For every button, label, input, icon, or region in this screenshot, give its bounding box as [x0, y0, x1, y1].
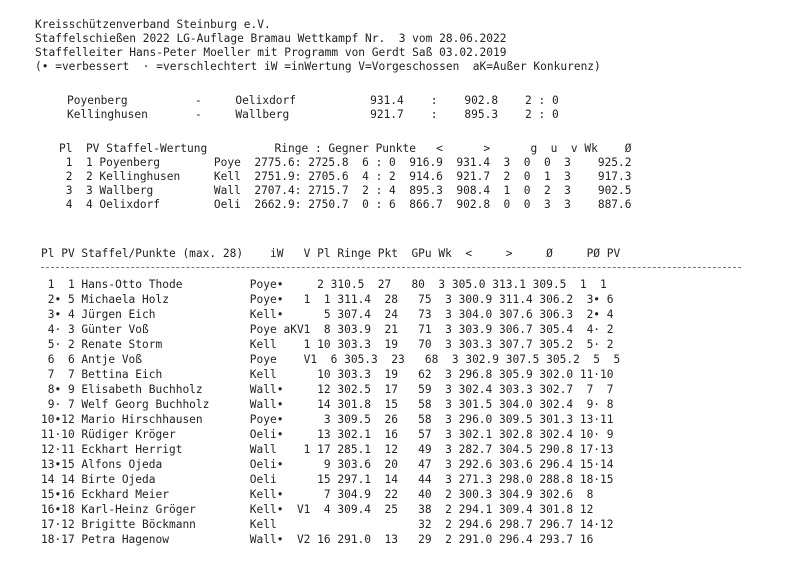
shooter-row: 8• 9 Elisabeth Buchholz Wall• 12 302.5 17 59 3 302.4 303.3 302.7 7 7: [41, 383, 614, 396]
shooter-table-header: Pl PV Staffel/Punkte (max. 28) iW V Pl Ringe Pkt GPu Wk < > Ø PØ PV: [41, 247, 621, 260]
match-results: [67, 94, 559, 122]
header-line: Kreisschützenverband Steinburg e.V.: [35, 18, 271, 31]
shooter-row: 2• 5 Michaela Holz Poye• 1 1 311.4 28 75 3 300.9 311.4 306.2 3• 6: [41, 293, 614, 306]
shooter-row: 7 7 Bettina Eich Kell 10 303.3 19 62 3 296.8 305.9 302.0 11·10: [41, 368, 614, 381]
header-line: Staffelleiter Hans-Peter Moeller mit Programm von Gerdt Saß 03.02.2019: [35, 46, 507, 59]
header-divider: [41, 267, 741, 268]
team-ranking: [59, 142, 632, 212]
shooter-row: 15•16 Eckhard Meier Kell• 7 304.9 22 40 2 300.3 304.9 302.6 8: [41, 488, 594, 501]
document-header: [35, 18, 601, 74]
legend-line: (• =verbessert · =verschlechtert iW =inWertung V=Vorgeschossen aK=Außer Konkurenz): [35, 60, 601, 73]
shooter-row: 5· 2 Renate Storm Kell 1 10 303.3 19 70 3 303.3 307.7 305.2 5· 2: [41, 338, 614, 351]
shooter-row: 11·10 Rüdiger Kröger Oeli• 13 302.1 16 57 3 302.1 302.8 302.4 10· 9: [41, 428, 614, 441]
shooter-row: 14 14 Birte Ojeda Oeli 15 297.1 14 44 3 271.3 298.0 288.8 18·15: [41, 473, 614, 486]
shooter-row: 17·12 Brigitte Böckmann Kell 32 2 294.6 298.7 296.7 14·12: [41, 518, 614, 531]
match-row: Kellinghusen - Wallberg 921.7 : 895.3 2 : 0: [67, 108, 559, 121]
shooter-row: 18·17 Petra Hagenow Wall• V2 16 291.0 13 29 2 291.0 296.4 293.7 16: [41, 533, 594, 546]
match-row: Poyenberg - Oelixdorf 931.4 : 902.8 2 : 0: [67, 94, 559, 107]
team-ranking-row: 1 1 Poyenberg Poye 2775.6: 2725.8 6 : 0 916.9 931.4 3 0 0 3 925.2: [59, 156, 632, 169]
shooter-row: 6 6 Antje Voß Poye V1 6 305.3 23 68 3 302.9 307.5 305.2 5 5: [41, 353, 621, 366]
shooter-row: 3• 4 Jürgen Eich Kell• 5 307.4 24 73 3 304.0 307.6 306.3 2• 4: [41, 308, 614, 321]
shooter-row: 13•15 Alfons Ojeda Oeli• 9 303.6 20 47 3 292.6 303.6 296.4 15·14: [41, 458, 614, 471]
team-ranking-row: 4 4 Oelixdorf Oeli 2662.9: 2750.7 0 : 6 866.7 902.8 0 0 3 3 887.6: [59, 198, 632, 211]
shooter-row: 9· 7 Welf Georg Buchholz Wall• 14 301.8 15 58 3 301.5 304.0 302.4 9· 8: [41, 398, 614, 411]
shooter-row: 4· 3 Günter Voß Poye aKV1 8 303.9 21 71 3 303.9 306.7 305.4 4· 2: [41, 323, 614, 336]
shooter-row: 10•12 Mario Hirschhausen Poye• 3 309.5 26 58 3 296.0 309.5 301.3 13·11: [41, 413, 614, 426]
shooter-row: 1 1 Hans-Otto Thode Poye• 2 310.5 27 80 3 305.0 313.1 309.5 1 1: [41, 278, 607, 291]
team-ranking-row: 3 3 Wallberg Wall 2707.4: 2715.7 2 : 4 895.3 908.4 1 0 2 3 902.5: [59, 184, 632, 197]
shooter-row: 16•18 Karl-Heinz Gröger Kell• V1 4 309.4 25 38 2 294.1 309.4 301.8 12: [41, 503, 594, 516]
team-ranking-row: 2 2 Kellinghusen Kell 2751.9: 2705.6 4 : 2 914.6 921.7 2 0 1 3 917.3: [59, 170, 632, 183]
shooter-row: 12·11 Eckhart Herrigt Wall 1 17 285.1 12 49 3 282.7 304.5 290.8 17·13: [41, 443, 614, 456]
team-ranking-header: Pl PV Staffel-Wertung Ringe : Gegner Punkte < > g u v Wk Ø: [59, 142, 632, 155]
header-line: Staffelschießen 2022 LG-Auflage Bramau Wettkampf Nr. 3 vom 28.06.2022: [35, 32, 507, 45]
